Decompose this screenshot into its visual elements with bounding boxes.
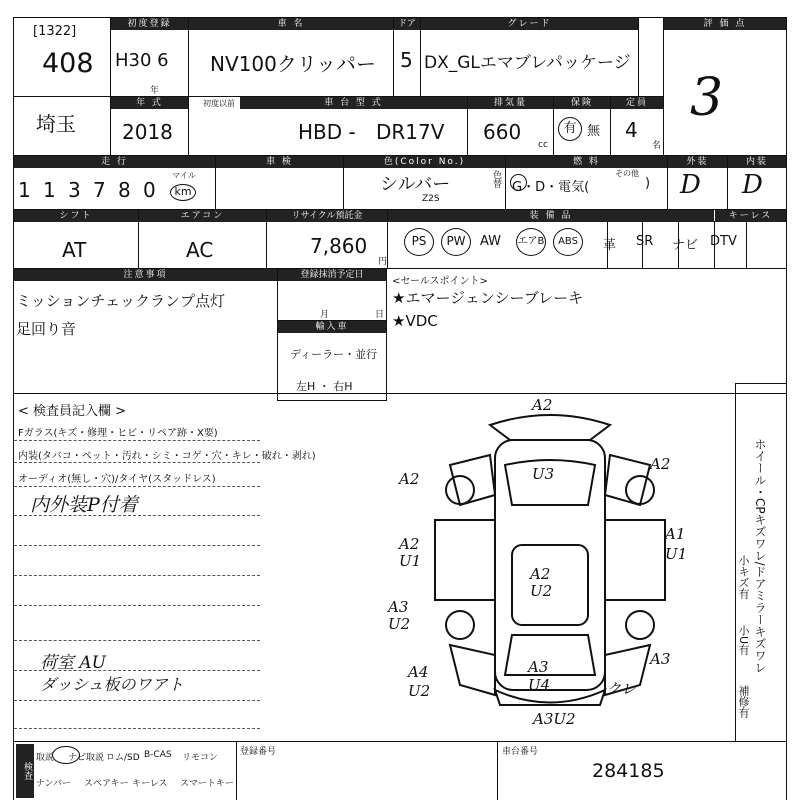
f-glass-row: Fガラス(キズ・修理・ヒビ・リペア跡・X要) xyxy=(18,428,218,439)
interior-row: 内装(タバコ・ペット・汚れ・シミ・コゲ・穴・キレ・破れ・剥れ) xyxy=(18,451,316,462)
import-type: ディーラー・並行 xyxy=(290,348,378,361)
first-registration: H30 6 xyxy=(115,50,169,71)
hdr-grade: グレード xyxy=(421,18,638,30)
capacity-unit: 名 xyxy=(652,141,662,151)
reg-month: 月 xyxy=(320,310,330,320)
footer-item: B-CAS xyxy=(144,750,172,760)
hdr-import: 輸入車 xyxy=(278,321,386,333)
score: 3 xyxy=(690,68,724,128)
side-small-1: 小キズ有 xyxy=(737,555,750,599)
hdr-exterior: 外装 xyxy=(668,156,727,168)
inspector-title: < 検査員記入欄 > xyxy=(18,404,127,419)
displacement: 660 xyxy=(483,120,522,144)
hdr-equipment: 装 備 品 xyxy=(388,210,714,222)
hdr-fuel: 燃 料 xyxy=(506,156,667,168)
right-side-panel xyxy=(605,520,665,600)
damage-mark: A2 xyxy=(650,455,671,473)
damage-mark: U3 xyxy=(532,465,555,483)
equipment-item: PW xyxy=(441,228,471,256)
hdr-interior: 内装 xyxy=(728,156,786,168)
chassis-prefix: HBD - xyxy=(298,120,356,144)
footer-item: スマートキー xyxy=(180,779,234,789)
hdr-year: 年 式 xyxy=(111,97,188,109)
equipment-item: エアB xyxy=(516,228,546,256)
mileage-digit: 1 xyxy=(43,178,56,202)
damage-mark: クレ xyxy=(606,680,637,698)
hdr-inspection: 保険 xyxy=(554,97,610,109)
footer-item: スペアキー xyxy=(84,779,129,789)
hdr-recycle: リサイクル預託金 xyxy=(267,210,387,222)
hdr-color: 色(Color No.) xyxy=(344,156,505,168)
hdr-score: 評 価 点 xyxy=(664,18,786,30)
lot-number: 408 xyxy=(42,48,94,79)
mileage-digit: 0 xyxy=(143,178,156,202)
mileage-digit: 8 xyxy=(118,178,131,202)
capacity: 4 xyxy=(625,118,638,142)
reg-day: 日 xyxy=(375,310,385,320)
hdr-displacement: 排気量 xyxy=(468,97,553,109)
right-front-wheel xyxy=(626,476,654,504)
sales-point-1: ★エマージェンシーブレーキ xyxy=(392,289,584,307)
damage-mark: A2 xyxy=(399,535,420,553)
right-rear-wheel xyxy=(626,611,654,639)
left-rear-wheel xyxy=(446,611,474,639)
footer-item: ナンバー xyxy=(36,779,71,789)
sales-point-title: <セールスポイント> xyxy=(392,276,488,287)
footer-item: リモコン xyxy=(182,753,219,763)
fuel-options: G・D・電気( xyxy=(512,180,590,195)
year-note: 初度以前 xyxy=(203,99,235,108)
damage-mark: U2 xyxy=(530,582,553,600)
damage-mark: U2 xyxy=(388,615,411,633)
mileage-unit-km: km xyxy=(170,184,196,201)
left-side-panel xyxy=(435,520,495,600)
hdr-first-registration: 初度登録 xyxy=(111,18,188,30)
hdr-ac: エアコン xyxy=(139,210,266,222)
exterior-grade: D xyxy=(680,170,701,200)
side-small-2: 小U有 xyxy=(737,625,750,656)
front-bumper xyxy=(490,415,610,440)
drive-side: 左H ・ 右H xyxy=(296,380,353,393)
hdr-capacity: 定員 xyxy=(611,97,663,109)
shift: AT xyxy=(62,238,87,262)
model-year: 2018 xyxy=(122,120,173,144)
footer-item: ナビ取説 xyxy=(68,753,105,763)
mileage-digit: 1 xyxy=(18,178,31,202)
damage-mark: A2 xyxy=(530,565,551,583)
fuel-gasoline-circle xyxy=(510,174,527,191)
rear-window xyxy=(505,635,595,675)
color: シルバー xyxy=(380,174,451,195)
inspection-yes: 有 xyxy=(558,117,582,141)
hdr-chassis-no: 車台番号 xyxy=(502,747,539,757)
region: 埼玉 xyxy=(36,112,76,136)
doors: 5 xyxy=(400,48,413,72)
damage-mark: A4 xyxy=(408,663,429,681)
footer-item: 取説 xyxy=(36,753,55,763)
hdr-registration-cancel: 登録抹消予定日 xyxy=(278,269,386,281)
handwritten-note-2: 荷室 AU xyxy=(40,653,107,673)
hdr-mileage: 走 行 xyxy=(14,156,215,168)
hdr-shaken: 車 検 xyxy=(216,156,343,168)
damage-mark: U1 xyxy=(665,545,688,563)
handwritten-note-3: ダッシュ板のワアト xyxy=(40,675,184,694)
grade: DX_GLエマブレパッケージ xyxy=(424,53,631,73)
damage-mark: U1 xyxy=(399,552,422,570)
hdr-shift: シフト xyxy=(14,210,138,222)
chassis-code: DR17V xyxy=(376,120,445,144)
side-small-3: 補修有 xyxy=(737,685,750,718)
footer-col-label: 検査 xyxy=(16,744,34,798)
sales-point-2: ★VDC xyxy=(392,312,438,330)
mileage-digit: 7 xyxy=(93,178,106,202)
color-change: 色替 xyxy=(491,170,501,188)
model-name: NV100クリッパー xyxy=(210,52,377,76)
damage-mark: A2 xyxy=(532,396,553,414)
color-code: Z2S xyxy=(422,194,440,204)
equipment-item: ナビ xyxy=(672,238,699,253)
frame-left xyxy=(13,17,14,800)
fuel-other: その他 xyxy=(615,169,639,178)
left-front-wheel xyxy=(446,476,474,504)
hdr-reg-no: 登録番号 xyxy=(240,747,277,757)
displacement-unit: cc xyxy=(538,140,548,150)
fuel-close: ) xyxy=(645,176,651,191)
equipment-item: 革 xyxy=(603,238,617,253)
left-rear-quarter xyxy=(450,645,495,695)
interior-grade: D xyxy=(742,170,763,200)
audio-tire-row: オーディオ(無し・穴)/タイヤ(スタッドレス) xyxy=(18,474,216,485)
damage-mark: A3U2 xyxy=(533,710,576,728)
handwritten-note-1: 内外装P付着 xyxy=(30,494,138,516)
footer-manual-circle xyxy=(52,746,80,764)
damage-mark: A2 xyxy=(399,470,420,488)
footer-item: キーレス xyxy=(132,779,168,789)
side-damage-label: ホイール・CPキズワレ/ドアミラーキズワレ xyxy=(753,438,767,674)
equipment-item: AW xyxy=(480,234,502,249)
inspection-no: 無 xyxy=(587,124,601,139)
hdr-notes: 注意事項 xyxy=(14,269,277,281)
damage-mark: A3 xyxy=(528,658,549,676)
damage-mark: U2 xyxy=(408,682,431,700)
ac: AC xyxy=(186,238,214,262)
lot-code: [1322] xyxy=(33,24,77,39)
hdr-keyless: キーレス xyxy=(715,210,786,222)
mileage-digit: 3 xyxy=(68,178,81,202)
footer-item: ロム/SD xyxy=(106,753,140,763)
equipment-item: ABS xyxy=(553,228,583,256)
note-2: 足回り音 xyxy=(16,320,77,338)
damage-mark: A3 xyxy=(650,650,671,668)
equipment-item: SR xyxy=(636,234,654,249)
damage-mark: A3 xyxy=(388,598,409,616)
note-1: ミッションチェックランプ点灯 xyxy=(16,292,225,310)
frame-right xyxy=(786,17,787,800)
hdr-doors: ドア xyxy=(394,18,420,30)
equipment-item: DTV xyxy=(710,234,737,249)
first-registration-unit: 年 xyxy=(150,86,160,96)
damage-mark: A1 xyxy=(665,525,686,543)
equipment-item: PS xyxy=(404,228,434,256)
hdr-model: 車 名 xyxy=(189,18,393,30)
chassis-number: 284185 xyxy=(592,760,665,782)
recycle-unit: 円 xyxy=(378,257,388,267)
hdr-chassis-type: 車 台 型 式 xyxy=(240,97,467,109)
recycle-fee: 7,860 xyxy=(310,234,368,258)
mileage-unit-mile: マイル xyxy=(172,171,196,180)
damage-mark: U4 xyxy=(528,676,551,694)
